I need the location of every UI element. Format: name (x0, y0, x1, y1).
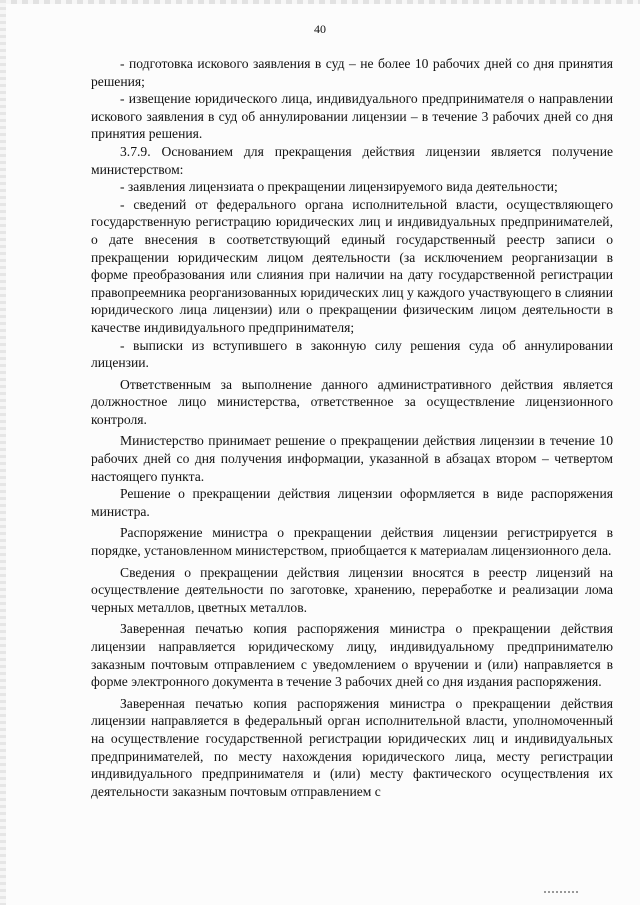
paragraph-11: Сведения о прекращении действия лицензии вносятся в реестр лицензий на осуществление деятельности по заготовке, хранению, переработке и реализации лома черных металлов, цветных металлов. (91, 564, 613, 615)
paragraph-3: 3.7.9. Основанием для прекращения действия лицензии является получение министерством: (91, 143, 613, 177)
scan-bottom-mark (544, 891, 578, 893)
scan-top-edge (0, 0, 640, 4)
paragraph-4: - заявления лицензиата о прекращении лицензируемого вида деятельности; (120, 179, 558, 195)
paragraph-12: Заверенная печатью копия распоряжения министра о прекращении действия лицензии направляется юридическому лицу, индивидуальному предпринимателю заказным почтовым отправлением с уведомлением о вручении и (или) направляется в форме электронного документа в течение 3 рабочих дней со дня издания распоряжения. (91, 621, 613, 690)
paragraph-7: Ответственным за выполнение данного административного действия является должностное лицо министерства, ответственное за осуществление лицензионного контроля. (91, 376, 613, 427)
scan-left-edge (0, 0, 6, 905)
paragraph-10: Распоряжение министра о прекращении действия лицензии регистрируется в порядке, установленном министерством, приобщается к материалам лицензионного дела. (91, 525, 613, 559)
paragraph-9: Решение о прекращении действия лицензии оформляется в виде распоряжения министра. (91, 486, 613, 519)
paragraph-1: - подготовка искового заявления в суд – не более 10 рабочих дней со дня принятия решения; (91, 56, 613, 89)
page-number: 40 (314, 22, 326, 36)
paragraph-5: - сведений от федерального органа исполнительной власти, осуществляющего государственную регистрацию юридических лиц и индивидуальных предпринимателей, о дате внесения в соответствующий единый государственный реестр записи о прекращении юридическим лицом деятельности (за исключением реорганизации в форме преобразования или слияния при наличии на дату государственной регистрации правопреемника реорганизованных юридических лиц у каждого участвующего в слиянии юридического лица лицензии) или о прекращении физическим лицом деятельности в качестве индивидуального предпринимателя; (91, 196, 613, 335)
paragraph-13: Заверенная печатью копия распоряжения министра о прекращении действия лицензии направляется в федеральный орган исполнительной власти, уполномоченный на осуществление государственной регистрации юридических лиц и индивидуальных предпринимателей, по месту нахождения юридического лица, месту регистрации индивидуального предпринимателя и (или) месту фактического осуществления их деятельности заказным почтовым отправлением с (91, 695, 613, 799)
paragraph-6: - выписки из вступившего в законную силу решения суда об аннулировании лицензии. (91, 337, 613, 371)
body-text (91, 55, 613, 800)
paragraph-2: - извещение юридического лица, индивидуального предпринимателя о направлении искового заявления в суд об аннулировании лицензии – в течение 3 рабочих дней со дня принятия решения. (91, 91, 613, 142)
paragraph-8: Министерство принимает решение о прекращении действия лицензии в течение 10 рабочих дней со дня получения информации, указанной в абзацах втором – четвертом настоящего пункта. (91, 433, 613, 484)
